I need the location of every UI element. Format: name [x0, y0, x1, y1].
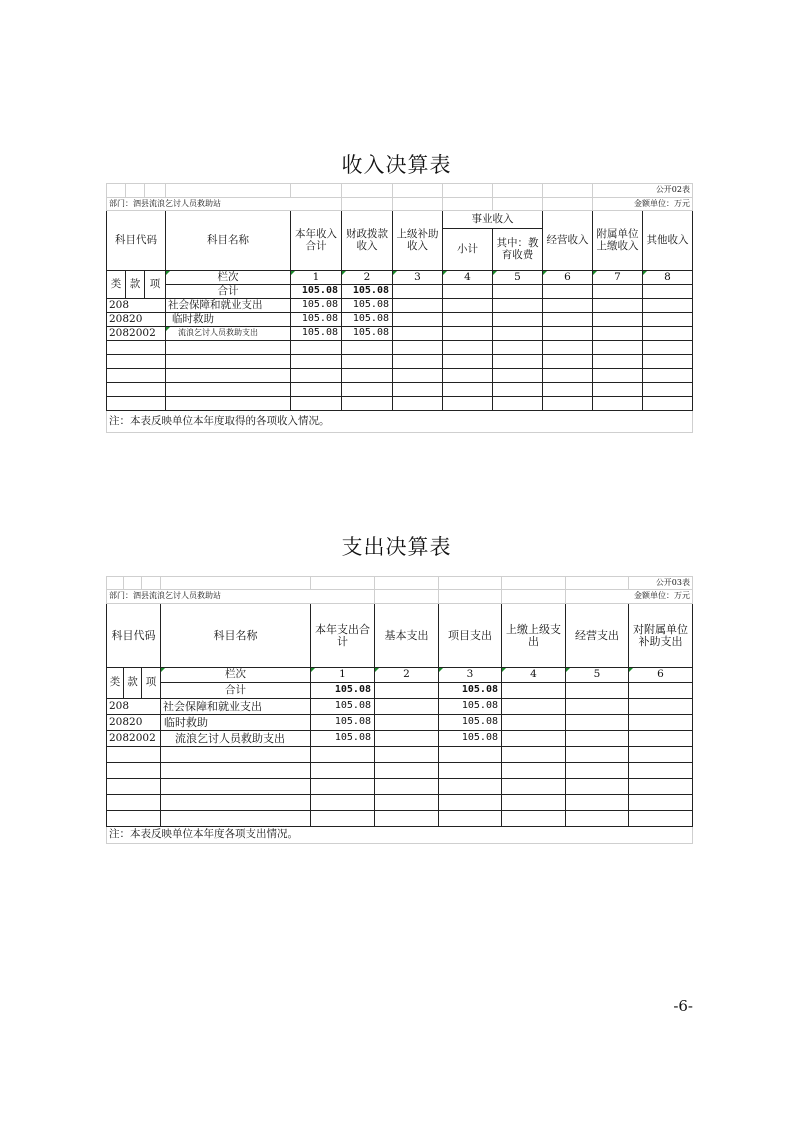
column-number: 3 — [439, 668, 502, 683]
column-number: 2 — [342, 271, 393, 285]
subject-code: 20820 — [107, 715, 161, 731]
amount-unit: 金额单位：万元 — [593, 198, 693, 211]
table-row — [107, 327, 693, 341]
header-kuan: 款 — [126, 271, 145, 299]
page-number: -6- — [673, 997, 693, 1015]
empty-row — [107, 383, 693, 397]
cell-value: 105.08 — [342, 299, 393, 313]
empty-row — [107, 355, 693, 369]
dept-row — [107, 590, 693, 604]
total-label: 合计 — [166, 285, 291, 299]
column-number: 3 — [393, 271, 443, 285]
expense-settlement-table — [106, 576, 693, 844]
cell-value: 105.08 — [291, 327, 342, 341]
column-number: 6 — [543, 271, 593, 285]
cell-value: 105.08 — [439, 731, 502, 747]
header-education-fees: 其中：教育收费 — [493, 229, 543, 271]
cell-value: 105.08 — [311, 731, 375, 747]
table-row — [107, 715, 693, 731]
column-number: 5 — [566, 668, 629, 683]
total-row — [107, 285, 693, 299]
header-affiliate-remittance: 附属单位上缴收入 — [593, 211, 643, 271]
subject-name: 社会保障和就业支出 — [161, 699, 311, 715]
cell-value: 105.08 — [291, 299, 342, 313]
column-number: 1 — [291, 271, 342, 285]
subject-name: 流浪乞讨人员救助支出 — [166, 327, 291, 341]
header-subject-code: 科目代码 — [107, 604, 161, 668]
department-name: 部门：泗县流浪乞讨人员救助站 — [107, 590, 375, 604]
header-affiliate-subsidy: 对附属单位补助支出 — [629, 604, 693, 668]
subject-name: 临时救助 — [161, 715, 311, 731]
header-project-expense: 项目支出 — [439, 604, 502, 668]
column-number: 7 — [593, 271, 643, 285]
subject-code: 2082002 — [107, 731, 161, 747]
expense-table-title: 支出决算表 — [341, 535, 452, 559]
header-operating-expense: 经营支出 — [566, 604, 629, 668]
total-row — [107, 683, 693, 699]
header-fiscal-allocation: 财政拨款收入 — [342, 211, 393, 271]
header-basic-expense: 基本支出 — [375, 604, 439, 668]
cell-value: 105.08 — [311, 715, 375, 731]
header-kuan: 款 — [124, 668, 142, 699]
header-remit-superior: 上缴上级支出 — [502, 604, 566, 668]
header-xiang: 项 — [142, 668, 161, 699]
header-subtotal: 小计 — [443, 229, 493, 271]
cell-value: 105.08 — [311, 699, 375, 715]
header-xiang: 项 — [145, 271, 166, 299]
form-number-row — [107, 184, 693, 198]
header-superior-subsidy: 上级补助收入 — [393, 211, 443, 271]
cell-value: 105.08 — [439, 715, 502, 731]
subject-code: 20820 — [107, 313, 166, 327]
table-row — [107, 731, 693, 747]
cell-value: 105.08 — [439, 699, 502, 715]
total-value: 105.08 — [439, 683, 502, 699]
table-row — [107, 299, 693, 313]
column-number: 2 — [375, 668, 439, 683]
form-number: 公开03表 — [629, 577, 693, 590]
header-lei: 类 — [107, 271, 126, 299]
empty-row — [107, 811, 693, 827]
header-subject-name: 科目名称 — [166, 211, 291, 271]
empty-row — [107, 779, 693, 795]
cell-value: 105.08 — [291, 313, 342, 327]
empty-row — [107, 747, 693, 763]
form-number-row — [107, 577, 693, 590]
empty-row — [107, 795, 693, 811]
amount-unit: 金额单位：万元 — [566, 590, 693, 604]
empty-row — [107, 369, 693, 383]
table-note: 注：本表反映单位本年度各项支出情况。 — [107, 827, 693, 844]
header-operating-income: 经营收入 — [543, 211, 593, 271]
note-row — [107, 411, 693, 433]
column-number: 4 — [443, 271, 493, 285]
subject-code: 208 — [107, 699, 161, 715]
column-number: 8 — [643, 271, 693, 285]
subject-code: 2082002 — [107, 327, 166, 341]
column-number: 1 — [311, 668, 375, 683]
subject-code: 208 — [107, 299, 166, 313]
column-number: 4 — [502, 668, 566, 683]
table-row — [107, 313, 693, 327]
subject-name: 社会保障和就业支出 — [166, 299, 291, 313]
note-row — [107, 827, 693, 844]
header-subject-code: 科目代码 — [107, 211, 166, 271]
total-value: 105.08 — [311, 683, 375, 699]
empty-row — [107, 341, 693, 355]
header-other-income: 其他收入 — [643, 211, 693, 271]
total-label: 合计 — [161, 683, 311, 699]
column-number: 6 — [629, 668, 693, 683]
cell-value: 105.08 — [342, 313, 393, 327]
empty-row — [107, 397, 693, 411]
total-value: 105.08 — [291, 285, 342, 299]
header-business-income: 事业收入 — [443, 211, 543, 229]
table-note: 注：本表反映单位本年度取得的各项收入情况。 — [107, 411, 693, 433]
dept-row — [107, 198, 693, 211]
column-number: 5 — [493, 271, 543, 285]
subject-name: 临时救助 — [166, 313, 291, 327]
income-settlement-table — [106, 183, 693, 433]
department-name: 部门：泗县流浪乞讨人员救助站 — [107, 198, 342, 211]
total-value: 105.08 — [342, 285, 393, 299]
header-lei: 类 — [107, 668, 124, 699]
header-total-income: 本年收入合计 — [291, 211, 342, 271]
income-table-title: 收入决算表 — [341, 153, 452, 177]
header-subject-name: 科目名称 — [161, 604, 311, 668]
table-row — [107, 699, 693, 715]
column-index-label: 栏次 — [166, 271, 291, 285]
subject-name: 流浪乞讨人员救助支出 — [161, 731, 311, 747]
empty-row — [107, 763, 693, 779]
header-total-expense: 本年支出合计 — [311, 604, 375, 668]
form-number: 公开02表 — [593, 184, 693, 198]
column-index-label: 栏次 — [161, 668, 311, 683]
cell-value: 105.08 — [342, 327, 393, 341]
